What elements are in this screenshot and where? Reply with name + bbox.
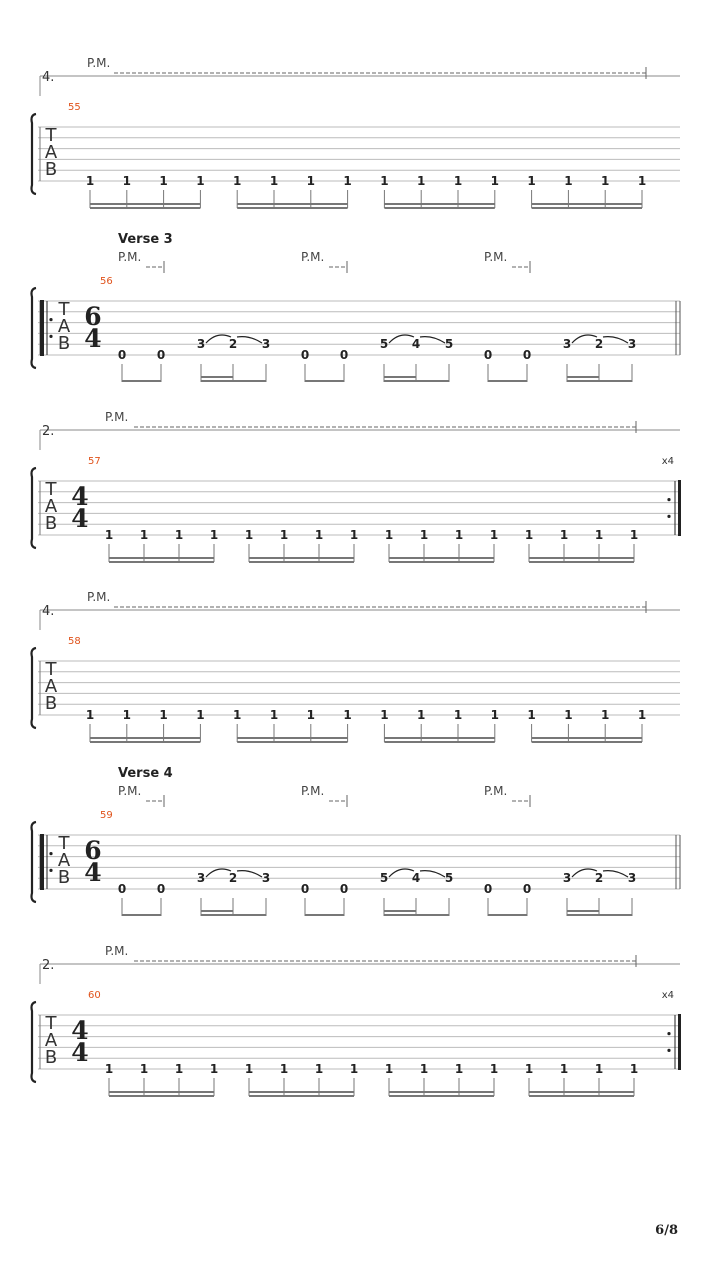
beam-primary: [529, 557, 634, 559]
beam-primary: [305, 380, 344, 382]
tab-note: 1: [564, 708, 573, 722]
tab-note: 1: [454, 1062, 464, 1076]
tab-clef-letter: A: [57, 316, 71, 337]
system-brace: [32, 822, 37, 902]
tab-note: 1: [559, 528, 569, 542]
repeat-dot: [667, 498, 670, 501]
tab-note: 0: [156, 348, 166, 362]
beam-primary: [109, 1091, 214, 1093]
beam-primary: [237, 203, 347, 205]
system-brace: [32, 468, 37, 548]
tab-note: 1: [490, 174, 499, 188]
tab-note: 1: [489, 528, 499, 542]
bar-number: 57: [88, 456, 101, 467]
beam-secondary: [90, 741, 200, 743]
volta-label: 4.: [42, 70, 55, 85]
beam-primary: [567, 380, 632, 382]
beam-primary: [249, 557, 354, 559]
tab-note: 3: [196, 871, 206, 885]
tab-note: 0: [339, 882, 349, 896]
beam-secondary: [384, 741, 494, 743]
tab-note: 1: [454, 528, 464, 542]
beam-primary: [532, 737, 642, 739]
beam-primary: [532, 203, 642, 205]
tab-note: 1: [419, 528, 429, 542]
beam-secondary: [109, 1095, 214, 1097]
beam-primary: [389, 1091, 494, 1093]
beam-secondary: [384, 910, 416, 912]
system-4: [32, 590, 681, 743]
tab-clef-letter: A: [44, 496, 58, 517]
repeat-count: x4: [661, 456, 674, 467]
beam-secondary: [109, 561, 214, 563]
repeat-dot: [667, 515, 670, 518]
beam-secondary: [529, 561, 634, 563]
time-signature-top: 4: [71, 1016, 89, 1045]
tab-note: 3: [196, 337, 206, 351]
tab-note: 1: [559, 1062, 569, 1076]
beam-primary: [122, 914, 161, 916]
tab-note: 5: [444, 871, 454, 885]
tab-note: 1: [384, 1062, 394, 1076]
beam-primary: [384, 380, 449, 382]
beam-primary: [567, 914, 632, 916]
section-label: Verse 3: [118, 232, 173, 247]
tab-note: 1: [343, 708, 352, 722]
beam-primary: [488, 914, 527, 916]
time-signature-top: 6: [84, 302, 102, 331]
tab-note: 1: [209, 1062, 219, 1076]
tab-note: 0: [339, 348, 349, 362]
tab-clef-letter: B: [44, 159, 58, 180]
slur-arc: [389, 335, 414, 343]
slur-arc: [572, 869, 597, 877]
tab-note: 1: [279, 528, 289, 542]
beam-primary: [488, 380, 527, 382]
tab-note: 0: [117, 348, 127, 362]
tab-note: 1: [209, 528, 219, 542]
beam-secondary: [201, 376, 233, 378]
system-5: [32, 766, 681, 916]
tab-note: 2: [228, 337, 238, 351]
tab-note: 0: [522, 348, 532, 362]
repeat-end-thick-bar: [678, 1014, 681, 1070]
bar-number: 58: [68, 636, 81, 647]
tab-note: 5: [444, 337, 454, 351]
repeat-dot: [49, 318, 52, 321]
slur-arc: [237, 871, 262, 877]
beam-primary: [201, 380, 266, 382]
tab-note: 1: [637, 708, 647, 722]
tab-note: 1: [306, 708, 315, 722]
repeat-start-thick-bar: [40, 300, 44, 356]
tab-note: 1: [601, 174, 610, 188]
tab-note: 4: [411, 871, 421, 885]
tab-clef-letter: T: [45, 659, 57, 680]
tab-clef-letter: T: [45, 479, 57, 500]
tab-note: 1: [349, 1062, 359, 1076]
palm-mute-label: P.M.: [87, 56, 111, 70]
repeat-dot: [49, 869, 52, 872]
beam-secondary: [90, 207, 200, 209]
tab-note: 3: [627, 871, 637, 885]
beam-secondary: [532, 741, 642, 743]
slur-arc: [420, 871, 445, 877]
bar-number: 55: [68, 102, 81, 113]
palm-mute-label: P.M.: [87, 590, 111, 604]
beam-secondary: [389, 1095, 494, 1097]
repeat-dot: [667, 1032, 670, 1035]
tab-note: 1: [104, 1062, 114, 1076]
tab-clef-letter: B: [57, 867, 71, 888]
tab-note: 1: [453, 708, 463, 722]
tab-note: 1: [594, 528, 604, 542]
tab-note: 1: [524, 1062, 534, 1076]
beam-secondary: [249, 1095, 354, 1097]
tab-note: 1: [159, 708, 168, 722]
tab-note: 0: [117, 882, 127, 896]
tab-note: 3: [562, 871, 572, 885]
system-brace: [32, 288, 37, 368]
slur-arc: [420, 337, 445, 343]
bar-number: 56: [100, 276, 113, 287]
beam-secondary: [237, 741, 347, 743]
tab-clef-letter: A: [44, 142, 58, 163]
beam-primary: [305, 914, 344, 916]
tab-note: 1: [453, 174, 463, 188]
tab-note: 1: [269, 174, 279, 188]
palm-mute-label: P.M.: [118, 250, 142, 264]
tab-note: 1: [601, 708, 610, 722]
beam-primary: [249, 1091, 354, 1093]
beam-primary: [109, 557, 214, 559]
tab-note: 1: [380, 174, 389, 188]
tab-clef-letter: B: [57, 333, 71, 354]
beam-primary: [384, 203, 494, 205]
bar-number: 59: [100, 810, 113, 821]
tab-note: 3: [261, 871, 271, 885]
tab-note: 1: [349, 528, 359, 542]
page-number: 6/8: [655, 1223, 678, 1238]
palm-mute-label: P.M.: [301, 784, 325, 798]
time-signature-bottom: 4: [71, 1038, 89, 1067]
tab-note: 1: [269, 708, 279, 722]
tab-note: 1: [244, 1062, 254, 1076]
tab-note: 1: [122, 708, 131, 722]
tab-note: 0: [300, 882, 310, 896]
tab-note: 0: [483, 348, 493, 362]
tab-note: 1: [489, 1062, 499, 1076]
tab-note: 1: [85, 708, 95, 722]
slur-arc: [206, 869, 231, 877]
tab-note: 5: [379, 337, 389, 351]
palm-mute-label: P.M.: [301, 250, 325, 264]
time-signature-bottom: 4: [71, 504, 89, 533]
beam-primary: [384, 737, 494, 739]
system-3: [32, 410, 682, 563]
system-brace: [32, 648, 37, 728]
tab-note: 1: [306, 174, 315, 188]
section-label: Verse 4: [118, 766, 173, 781]
beam-primary: [90, 203, 200, 205]
tab-note: 1: [196, 174, 205, 188]
tab-note: 1: [174, 1062, 184, 1076]
tab-note: 1: [527, 174, 536, 188]
tab-note: 1: [343, 174, 352, 188]
beam-secondary: [249, 561, 354, 563]
repeat-dot: [49, 852, 52, 855]
tab-note: 1: [380, 708, 389, 722]
tab-note: 1: [419, 1062, 429, 1076]
time-signature-bottom: 4: [84, 324, 102, 353]
repeat-dot: [49, 335, 52, 338]
slur-arc: [603, 871, 628, 877]
bar-number: 60: [88, 990, 101, 1001]
tab-note: 1: [104, 528, 114, 542]
tab-note: 1: [174, 528, 184, 542]
system-brace: [32, 114, 37, 194]
system-6: [32, 944, 682, 1097]
beam-primary: [389, 557, 494, 559]
volta-label: 4.: [42, 604, 55, 619]
beam-secondary: [567, 910, 599, 912]
tab-note: 1: [159, 174, 168, 188]
repeat-dot: [667, 1049, 670, 1052]
beam-primary: [237, 737, 347, 739]
slur-arc: [389, 869, 414, 877]
tab-note: 1: [85, 174, 95, 188]
beam-secondary: [384, 376, 416, 378]
tab-note: 0: [300, 348, 310, 362]
beam-secondary: [237, 207, 347, 209]
slur-arc: [206, 335, 231, 343]
palm-mute-label: P.M.: [105, 410, 129, 424]
beam-primary: [529, 1091, 634, 1093]
tab-note: 1: [417, 174, 426, 188]
beam-secondary: [567, 376, 599, 378]
tab-clef-letter: B: [44, 693, 58, 714]
tab-note: 1: [629, 1062, 639, 1076]
beam-secondary: [532, 207, 642, 209]
tab-note: 1: [233, 708, 242, 722]
tab-note: 0: [522, 882, 532, 896]
tab-note: 1: [564, 174, 573, 188]
tab-note: 1: [527, 708, 536, 722]
time-signature-top: 4: [71, 482, 89, 511]
tab-note: 2: [594, 871, 604, 885]
system-1: [32, 56, 681, 209]
tab-clef-letter: T: [45, 1013, 57, 1034]
tab-note: 1: [122, 174, 131, 188]
slur-arc: [572, 335, 597, 343]
tab-clef-letter: T: [45, 125, 57, 146]
palm-mute-label: P.M.: [105, 944, 129, 958]
tab-clef-letter: B: [44, 513, 58, 534]
tab-clef-letter: T: [58, 299, 70, 320]
tab-note: 4: [411, 337, 421, 351]
beam-primary: [384, 914, 449, 916]
tab-clef-letter: T: [58, 833, 70, 854]
system-2: [32, 232, 681, 382]
tab-note: 1: [233, 174, 242, 188]
tab-note: 1: [490, 708, 499, 722]
tab-note: 1: [139, 1062, 149, 1076]
tab-note: 1: [279, 1062, 289, 1076]
tab-clef-letter: A: [57, 850, 71, 871]
tab-clef-letter: A: [44, 1030, 58, 1051]
tab-note: 1: [594, 1062, 604, 1076]
tab-note: 0: [483, 882, 493, 896]
time-signature-top: 6: [84, 836, 102, 865]
slur-arc: [603, 337, 628, 343]
tab-note: 2: [594, 337, 604, 351]
beam-secondary: [389, 561, 494, 563]
time-signature-bottom: 4: [84, 858, 102, 887]
volta-label: 2.: [42, 958, 55, 973]
tab-note: 1: [314, 528, 324, 542]
palm-mute-label: P.M.: [484, 784, 508, 798]
tab-note: 3: [627, 337, 637, 351]
beam-primary: [201, 914, 266, 916]
tab-note: 3: [562, 337, 572, 351]
beam-secondary: [201, 910, 233, 912]
tab-note: 3: [261, 337, 271, 351]
palm-mute-label: P.M.: [118, 784, 142, 798]
tab-note: 1: [314, 1062, 324, 1076]
beam-primary: [90, 737, 200, 739]
palm-mute-label: P.M.: [484, 250, 508, 264]
tab-note: 1: [629, 528, 639, 542]
repeat-count: x4: [661, 990, 674, 1001]
tab-clef-letter: A: [44, 676, 58, 697]
repeat-start-thick-bar: [40, 834, 44, 890]
volta-label: 2.: [42, 424, 55, 439]
system-brace: [32, 1002, 37, 1082]
beam-secondary: [384, 207, 494, 209]
tab-note: 1: [196, 708, 205, 722]
tab-note: 0: [156, 882, 166, 896]
tab-note: 5: [379, 871, 389, 885]
tab-note: 1: [637, 174, 647, 188]
tab-note: 2: [228, 871, 238, 885]
tab-clef-letter: B: [44, 1047, 58, 1068]
beam-primary: [122, 380, 161, 382]
slur-arc: [237, 337, 262, 343]
tab-note: 1: [244, 528, 254, 542]
beam-secondary: [529, 1095, 634, 1097]
tab-note: 1: [384, 528, 394, 542]
repeat-end-thick-bar: [678, 480, 681, 536]
tab-note: 1: [139, 528, 149, 542]
tab-note: 1: [417, 708, 426, 722]
tab-note: 1: [524, 528, 534, 542]
